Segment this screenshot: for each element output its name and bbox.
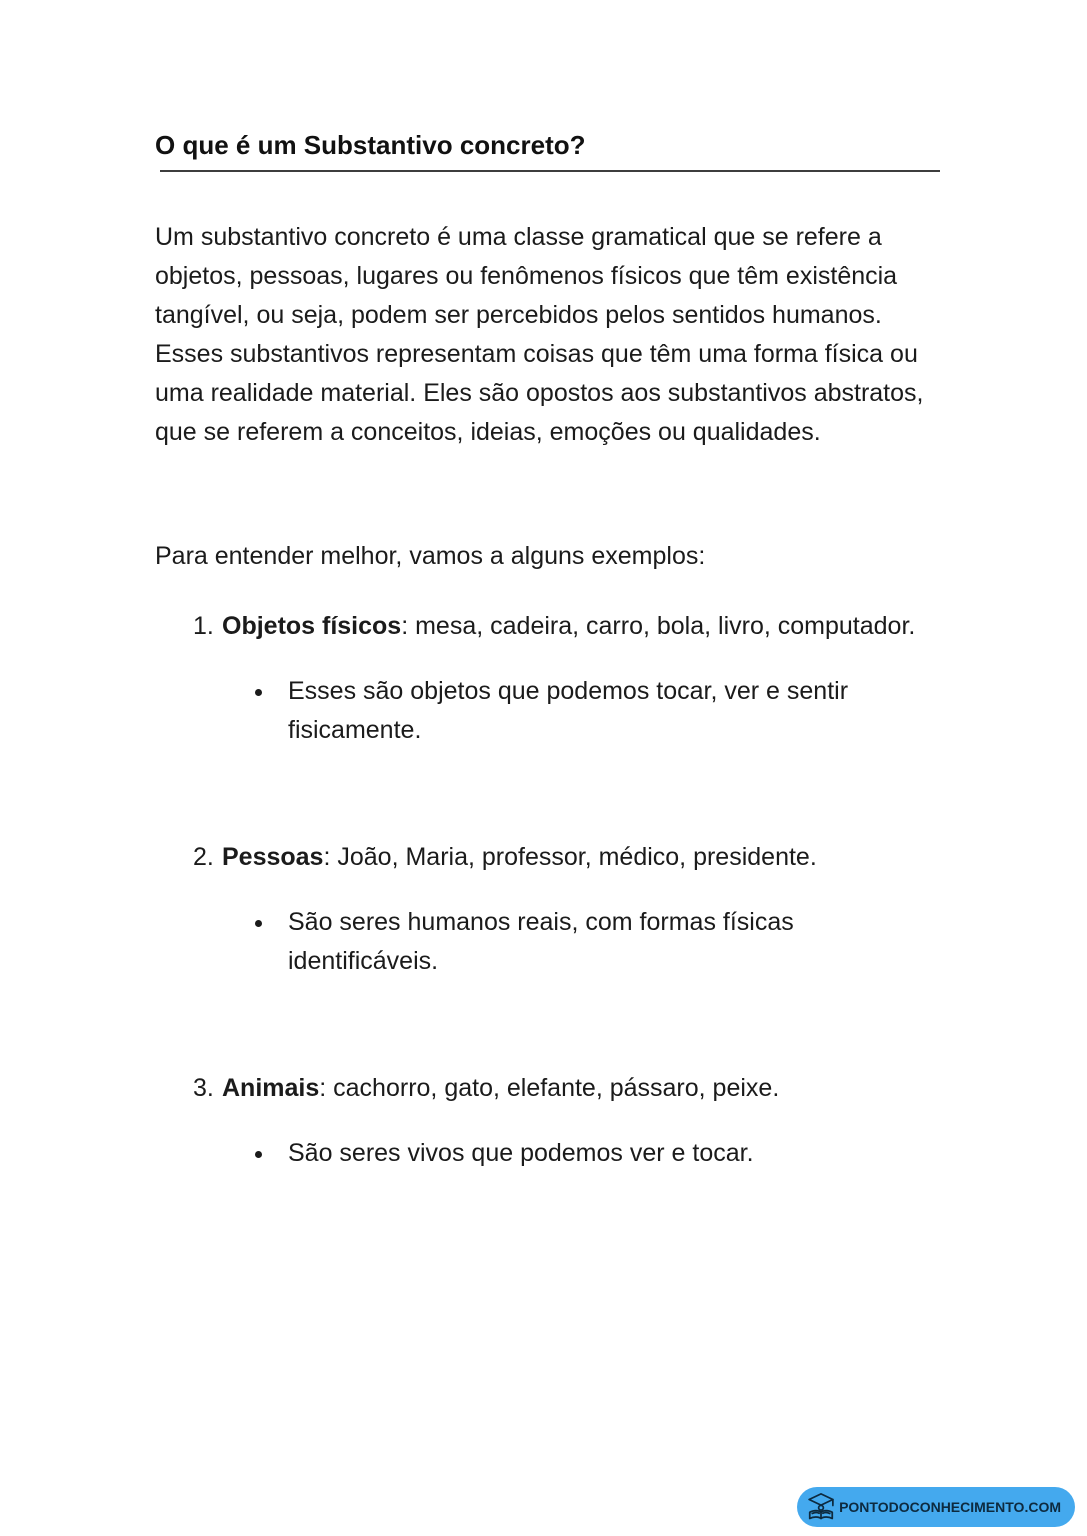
example-number: 3.	[193, 1074, 214, 1102]
example-text	[222, 838, 927, 877]
examples-lead: Para entender melhor, vamos a alguns exemplos:	[155, 542, 706, 570]
example-definition: : cachorro, gato, elefante, pássaro, peixe.	[319, 1074, 780, 1102]
example-line	[155, 607, 945, 646]
example-item-3	[155, 1069, 945, 1173]
example-definition: : mesa, cadeira, carro, bola, livro, computador.	[401, 612, 916, 640]
bullet-text: São seres vivos que podemos ver e tocar.	[288, 1139, 754, 1167]
title-divider	[160, 170, 940, 172]
example-term: Objetos físicos	[222, 612, 402, 640]
example-number: 1.	[193, 612, 214, 640]
example-definition: : João, Maria, professor, médico, presidente.	[323, 843, 817, 871]
example-line	[155, 838, 945, 877]
document-page	[155, 0, 945, 1173]
example-item-2	[155, 838, 945, 981]
bullet-dot-icon	[255, 1151, 262, 1158]
example-text	[222, 1069, 927, 1108]
bullet-dot-icon	[255, 689, 262, 696]
example-term: Pessoas	[222, 843, 324, 871]
example-term: Animais	[222, 1074, 320, 1102]
bullet-dot-icon	[255, 920, 262, 927]
example-item-1	[155, 607, 945, 750]
bullet-text: Esses são objetos que podemos tocar, ver e sentir fisicamente.	[288, 677, 849, 744]
bullet-item	[155, 672, 945, 750]
intro-paragraph: Um substantivo concreto é uma classe gramatical que se refere a objetos, pessoas, lugares ou fenômenos físicos que têm existência tangível, ou seja, podem ser percebidos pelos sentidos humanos. Esses substantivos representam coisas que têm uma forma física ou uma realidade material. Eles são opostos aos substantivos abstratos, que se referem a conceitos, ideias, emoções ou qualidades.	[155, 223, 924, 446]
bullet-text: São seres humanos reais, com formas físicas identificáveis.	[288, 908, 794, 975]
example-line	[155, 1069, 945, 1108]
site-badge-label: PONTODOCONHECIMENTO.COM	[839, 1499, 1061, 1515]
page-title: O que é um Substantivo concreto?	[155, 130, 586, 160]
example-number: 2.	[193, 843, 214, 871]
bullet-item	[155, 1134, 945, 1173]
bullet-item	[155, 903, 945, 981]
example-text	[222, 607, 927, 646]
graduation-cap-book-icon	[805, 1491, 837, 1523]
site-badge[interactable]	[797, 1487, 1075, 1527]
